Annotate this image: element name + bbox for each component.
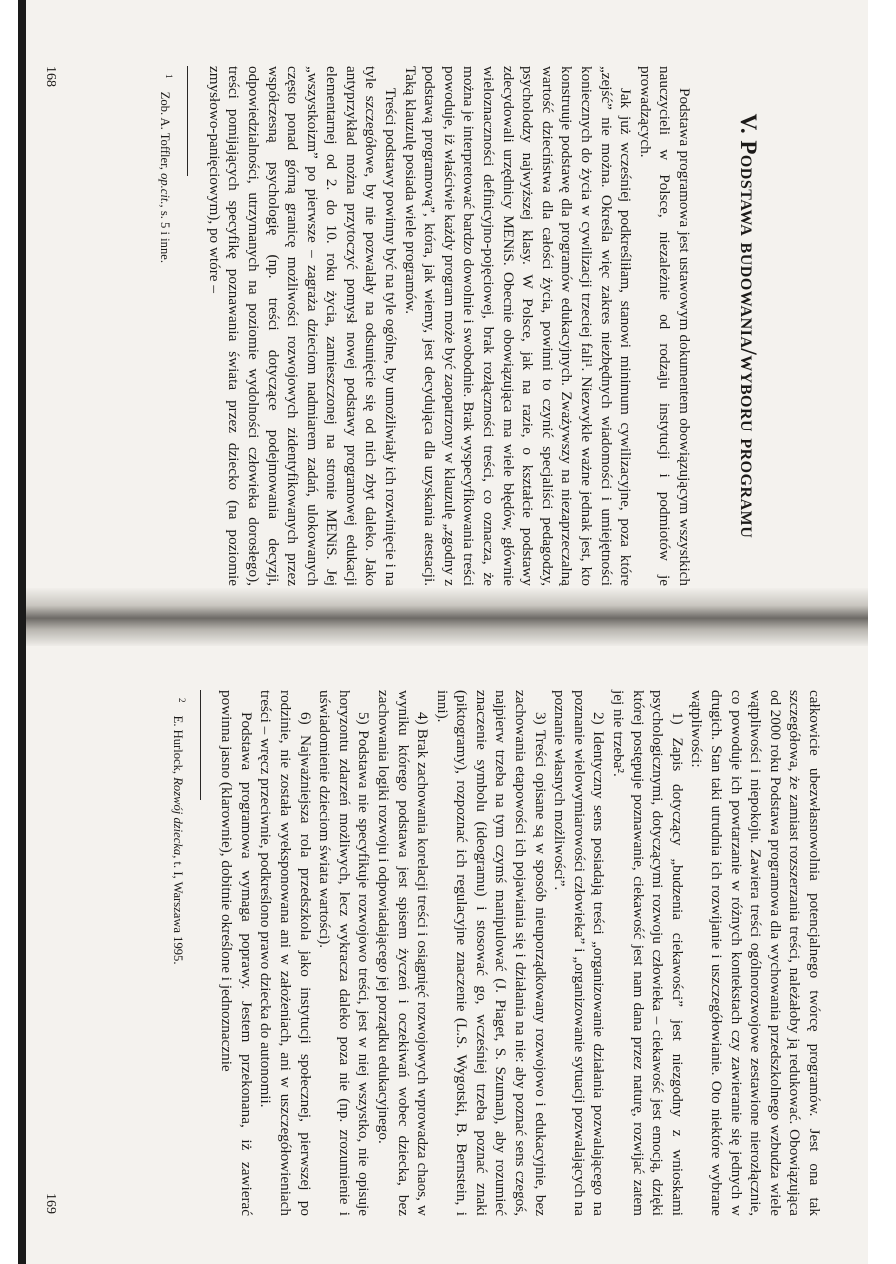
chapter-title: V. Podstawa budowania/wyboru programu (736, 113, 761, 539)
list-item: 6) Najważniejsza rola przedszkola jako instytucji społecznej, pierwszej po rodzinie, nie została wyeksponowana ani w założeniach, ani w uszczegółowieniach treści – wręcz przeciwnie, podkreślono prawo dziecka do autonomii. (257, 690, 314, 1216)
footnote-number: 1 (164, 74, 175, 79)
left-page-content (157, 66, 762, 586)
footnote (169, 690, 189, 1216)
paragraph: Podstawa programowa wymaga poprawy. Jestem przekonana, iż zawierać powinna jasno (klarownie), dobitnie określone i jednoznacznie (218, 690, 255, 1216)
paragraph: Jak już wcześniej podkreśliłam, stanowi minimum cywilizacyjne, poza które „zejść” nie można. Określa więc zakres niezbędnych wiadomości i umiejętności koniecznych do życia w cywilizacji trzeciej fali¹. Niezwykle ważne jednak jest, kto konstruuje podstawę dla programów edukacyjnych. Zważywszy na niezaprzeczalną wartość dzieciństwa dla całości życia, powinni to czynić specjaliści pedagodzy, psycholodzy najwyższej klasy. W Polsce, jak na razie, o kształcie podstawy zdecydowali urzędnicy MENiS. Obecnie obowiązująca ma wiele błędów, głównie wieloznaczności definicyjno-pojęciowej, brak rozłączności treści, co oznacza, że można je interpretować bardzo dowolnie i swobodnie. Brak wyspecyfikowania treści powoduje, iż właściwie każdy program może być zaopatrzony w klauzulę „zgodny z podstawą programową”, która, jak wiemy, jest decydująca dla uzyskania atestacji. Taką klauzulę posiada wiele programów. (401, 66, 635, 586)
footnote-work: Rozwój dziecka, (170, 777, 185, 859)
list-item: 2) Identyczny sens posiadają treści „organizowanie działania pozwalającego na poznanie wielowymiarowości człowieka” i „organizowanie sytuacji pozwalających na poznanie własnych możliwości”. (551, 690, 608, 1216)
list-item: 5) Podstawa nie specyfikuje rozwojowo treści, jest w niej wszystko, nie opisuje horyzontu zdarzeń możliwych, lecz wykracza daleko poza nie (np. zrozumienie i uświadomienie dzieciom świata wartości). (316, 690, 373, 1216)
paragraph: całkowicie ubezwłasnowolnia potencjalnego twórcę programów. Jest ona tak szczegółowa, że zamiast rozszerzania treści, należałoby ją redukować. Obowiązująca od 2000 roku Podstawa programowa dla wychowania przedszkolnego wzbudza wiele wątpliwości i niepokoju. Zawiera treści ogólnorozwojowe zestawione nierozłącznie, co powoduje ich powtarzanie w różnych kontekstach czy zawieranie się jednych w drugich. Stan taki utrudnia ich rozwijanie i uszczegółowianie. Oto niektóre wybrane wątpliwości: (688, 690, 823, 1216)
footnote-work: op.cit., (157, 173, 172, 208)
footnote-author: Zob. A. Toffler, (157, 91, 172, 170)
footnote-divider (187, 66, 188, 176)
list-item: 1) Zapis dotyczący „budzenia ciekawości” jest niezgodny z wnioskami psychologicznymi, dotyczącymi rozwoju człowieka – ciekawość jest emocją, dzięki której postępuje poznawanie, ciekawość jest nam dana przez naturę, rozwijać zatem jej nie trzeba². (610, 690, 686, 1216)
scanner-edge (18, 0, 26, 1264)
right-page (18, 640, 868, 1264)
book-gutter (18, 588, 868, 646)
page-number: 169 (43, 1193, 58, 1214)
footnote (157, 66, 177, 586)
right-page-content (169, 690, 824, 1216)
list-item: 4) Brak zachowania korelacji treści i osiągnięć rozwojowych wprowadza chaos, w wyniku którego podstawa jest spisem życzeń i oczekiwań wobec dziecka, bez zachowania logiki rozwoju i odpowiadającego jej porządku edukacyjnego. (374, 690, 432, 1216)
paragraph: Treści podstawy powinny być na tyle ogólne, by umożliwiały ich rozwinięcie i na tyle szczegółowe, by nie pozwalały na odsunięcie się od nich zbyt daleko. Jako antyprzykład można przytoczyć pomysł nowej podstawy programowej edukacji elementarnej od 2. do 10. roku życia, zamieszczonej na stronie MENiS. Jej „wszystkoizm” po pierwsze – zagraża dzieciom nadmiarem zadań, ulokowanych często ponad górną granicę możliwości rozwojowych zidentyfikowanych przez współczesną psychologię (np. treści dotyczące podejmowania decyzji, odpowiedzialności, utrzymanych na poziomie wydolności człowieka dorosłego), treści pomijających specyfikę poznawania świata przez dziecko (na poziomie zmysłowo-panięciowym), po wtóre – (205, 66, 400, 586)
footnote-author: E. Hurlock, (170, 715, 185, 775)
paragraph: Podstawa programowa jest ustawowym dokumentem obowiązującym wszystkich nauczycieli w Polsce, niezależnie od rodzaju instytucji i podmiotów je prowadzących. (636, 66, 693, 586)
page-number: 168 (43, 66, 58, 87)
left-page (18, 0, 868, 600)
list-item: 3) Treści opisane są w sposób nieuporządkowany rozwojowo i edukacyjnie, bez zachowania etapowości ich pojawiania się i działania na nie: aby poznać sens czegoś, najpierw trzeba na tym czymś manipulować (J. Piaget, S. Szuman), aby rozumieć znaczenie symbolu (ideogramu) i stosować go, wcześniej trzeba poznać znaki (piktogramy), rozpoznać ich regulacyjne znaczenie (L.S. Wygotski, B. Bernstein, i inni). (433, 690, 549, 1216)
footnote-number: 2 (176, 698, 187, 703)
footnote-rest: s. 5 i inne. (157, 210, 172, 263)
footnote-divider (200, 690, 201, 800)
book-spread (18, 0, 868, 1264)
footnote-rest: t. I, Warszawa 1995. (170, 861, 185, 965)
